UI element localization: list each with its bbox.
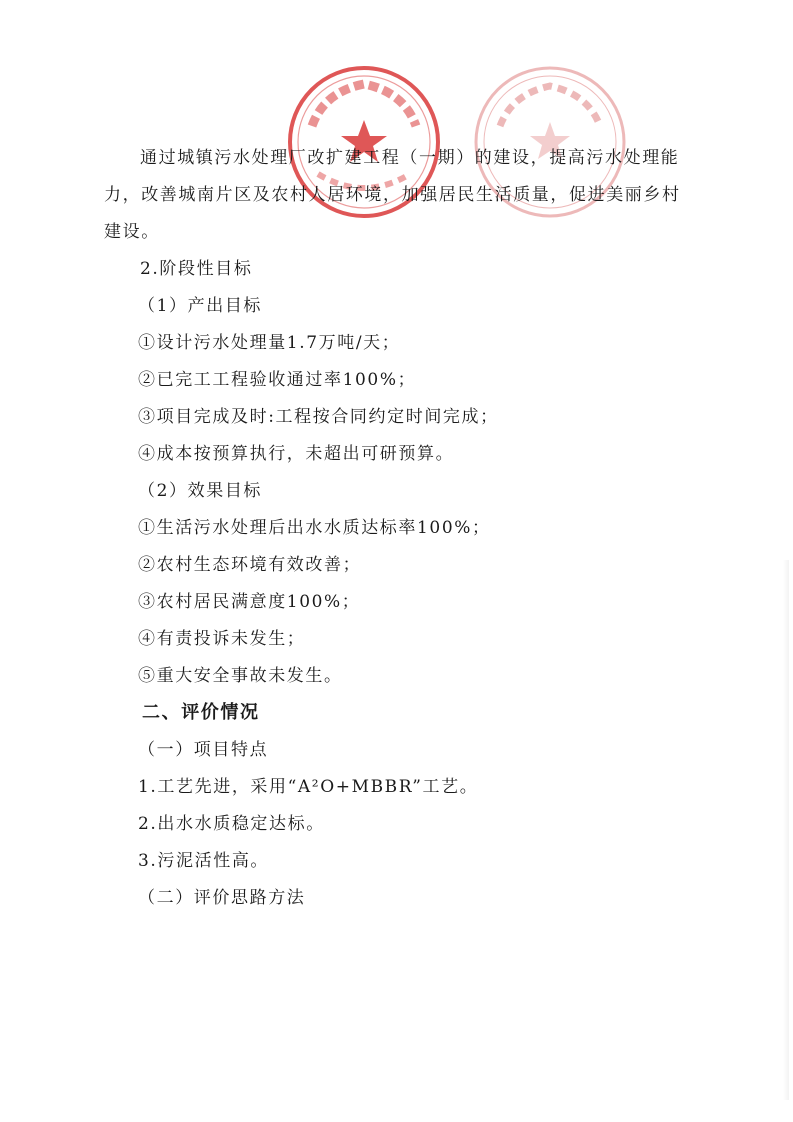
feature-item: 2.出水水质稳定达标。 [138, 814, 325, 834]
output-item: ②已完工工程验收通过率100%； [138, 370, 417, 390]
effect-goals-heading: （2）效果目标 [138, 481, 263, 501]
output-item: ④成本按预算执行，未超出可研预算。 [138, 444, 455, 464]
intro-paragraph-line-3: 建设。 [104, 222, 160, 242]
section-two-heading: 二、评价情况 [142, 702, 260, 723]
intro-paragraph-line-2: 力，改善城南片区及农村人居环境，加强居民生活质量，促进美丽乡村 [104, 185, 681, 205]
stage-goals-heading: 2.阶段性目标 [140, 259, 253, 279]
output-goals-heading: （1）产出目标 [138, 296, 263, 316]
scan-edge-shadow [783, 560, 789, 1100]
effect-item: ④有责投诉未发生； [138, 629, 306, 649]
output-item: ③项目完成及时:工程按合同约定时间完成； [138, 407, 499, 427]
project-features-heading: （一）项目特点 [138, 740, 269, 760]
effect-item: ③农村居民满意度100%； [138, 592, 361, 612]
output-item: ①设计污水处理量1.7万吨/天； [138, 333, 401, 353]
feature-item: 3.污泥活性高。 [138, 851, 270, 871]
evaluation-method-heading: （二）评价思路方法 [138, 888, 306, 908]
effect-item: ⑤重大安全事故未发生。 [138, 666, 343, 686]
effect-item: ①生活污水处理后出水水质达标率100%； [138, 518, 491, 538]
intro-paragraph-line-1: 通过城镇污水处理厂改扩建工程（一期）的建设，提高污水处理能 [140, 148, 680, 168]
feature-item: 1.工艺先进，采用“A²O+MBBR”工艺。 [138, 777, 479, 797]
effect-item: ②农村生态环境有效改善； [138, 555, 362, 575]
